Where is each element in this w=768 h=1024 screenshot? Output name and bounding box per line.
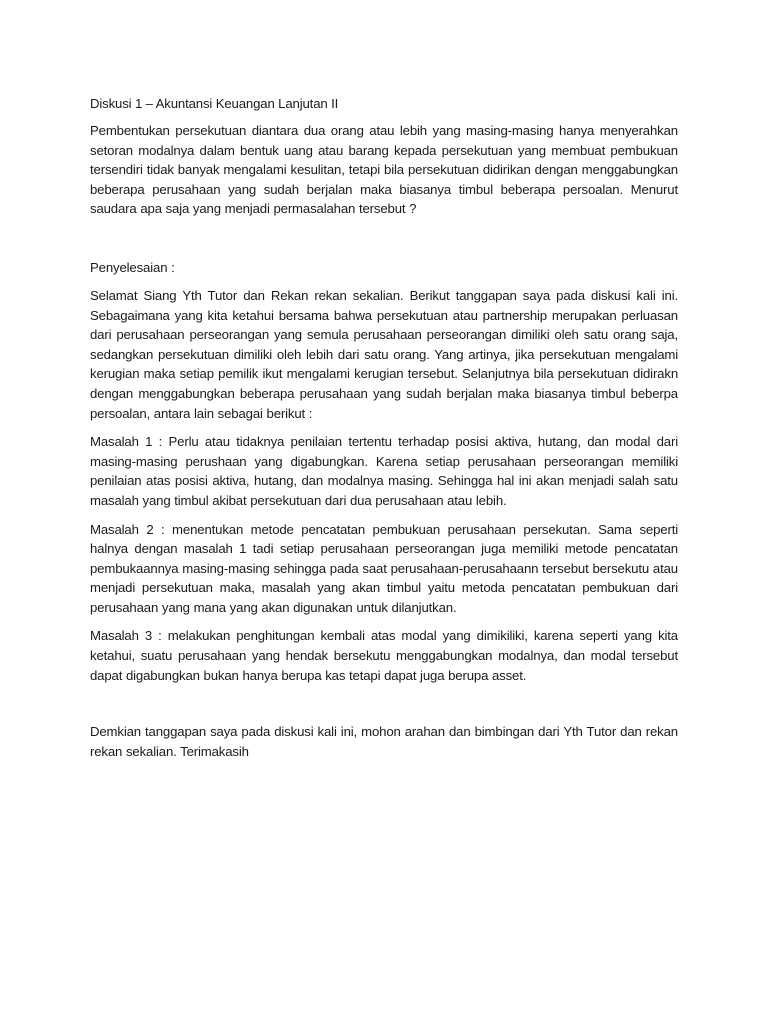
- spacer: [90, 685, 678, 722]
- spacer: [90, 423, 678, 432]
- question-paragraph: Pembentukan persekutuan diantara dua orang atau lebih yang masing-masing hanya menyerahkan setoran modalnya dalam bentuk uang atau barang kepada persekutuan yang membuat pembukuan tersendiri tidak banyak mengalami kesulitan, tetapi bila persekutuan didirikan dengan menggabungkan beberapa perusahaan yang sudah berjalan maka biasanya timbul beberapa persoalan. Menurut saudara apa saja yang menjadi permasalahan tersebut ?: [90, 123, 678, 217]
- issue-2-paragraph: Masalah 2 : menentukan metode pencatatan pembukuan perusahaan persekutan. Sama seperti halnya dengan masalah 1 tadi setiap perusahaan perseorangan juga memiliki metode pencatatan pembukaannya masing-masing sehingga pada saat perusahaan-perusahaann tersebut bersekutu atau menjadi persekutuan maka, masalah yang akan timbul yaitu metoda pencatatan pembukuan dari perusahaan yang mana yang akan digunakan untuk dilanjutkan.: [90, 521, 678, 615]
- issue-3-paragraph: Masalah 3 : melakukan penghitungan kembali atas modal yang dimikiliki, karena seperti yang kita ketahui, suatu perusahaan yang hendak bersekutu menggabungkan modalnya, dan modal tersebut dapat digabungkan bukan hanya berupa kas tetapi dapat juga berupa asset.: [90, 628, 678, 683]
- document-page: [90, 94, 678, 761]
- document-title: Diskusi 1 – Akuntansi Keuangan Lanjutan II: [90, 96, 339, 111]
- issue-1-paragraph: Masalah 1 : Perlu atau tidaknya penilaian tertentu terhadap posisi aktiva, hutang, dan modal dari masing-masing perushaan yang digabungkan. Karena setiap perusahaan perseorangan memiliki penilaian atas posisi aktiva, hutang, dan modalnya masing. Sehingga hal ini akan menjadi salah satu masalah yang timbul akibat persekutuan dari dua perusahaan atau lebih.: [90, 434, 678, 508]
- intro-paragraph: Selamat Siang Yth Tutor dan Rekan rekan sekalian. Berikut tanggapan saya pada diskusi kali ini. Sebagaimana yang kita ketahui bersama bahwa persekutuan atau partnership merupakan perluasan dari perusahaan perseorangan yang semula perusahaan perseorangan dimiliki oleh satu orang saja, sedangkan persekutuan dimiliki oleh lebih dari satu orang. Yang artinya, jika persekutuan mengalami kerugian maka setiap pemilik ikut mengalami kerugian tersebut. Selanjutnya bila persekutuan didirakn dengan menggabungkan beberapa perusahaan yang sudah berjalan maka biasanya timbul beberpa persoalan, antara lain sebagai berikut :: [90, 287, 678, 421]
- answer-label: Penyelesaian :: [90, 259, 175, 275]
- spacer: [90, 511, 678, 520]
- closing-paragraph: Demkian tanggapan saya pada diskusi kali ini, mohon arahan dan bimbingan dari Yth Tutor dan rekan rekan sekalian. Terimakasih: [90, 724, 678, 759]
- spacer: [90, 617, 678, 626]
- spacer: [90, 113, 678, 121]
- spacer: [90, 277, 678, 286]
- spacer: [90, 219, 678, 258]
